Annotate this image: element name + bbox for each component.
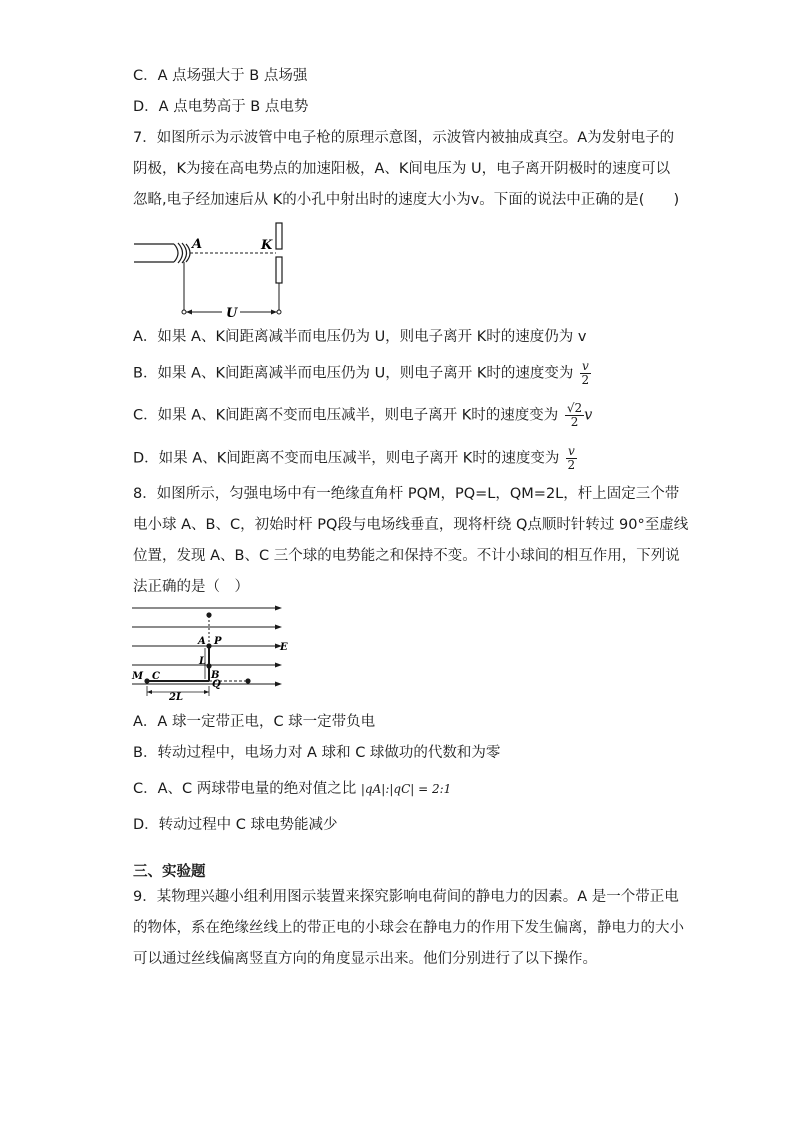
q9-stem-line-3: 可以通过丝线偏离竖直方向的角度显示出来。他们分别进行了以下操作。 (133, 951, 597, 967)
q8-label-c: C (152, 671, 160, 682)
q7-option-c-tail: v (584, 407, 593, 424)
q7-option-b-text: B．如果 A、K间距离减半而电压仍为 U，则电子离开 K时的速度变为 (133, 365, 574, 382)
q7-option-b-fraction (580, 360, 591, 387)
q8-field-rod-figure (128, 600, 298, 704)
q8-option-c-text: C．A、C 两球带电量的绝对值之比 (133, 781, 357, 797)
q9-stem-line-2: 的物体，系在绝缘丝线上的带正电的小球会在静电力的作用下发生偏离，静电力的大小 (133, 920, 684, 936)
q7-option-d-numerator: v (567, 444, 575, 458)
q7-option-c-fraction (565, 402, 584, 429)
q8-option-b: B．转动过程中，电场力对 A 球和 C 球做功的代数和为零 (133, 745, 501, 761)
q7-stem-line-1: 7．如图所示为示波管中电子枪的原理示意图，示波管内被抽成真空。A为发射电子的 (133, 130, 675, 146)
section-3-title: 三、实验题 (133, 864, 206, 880)
q7-option-b-numerator: v (581, 359, 589, 373)
q8-option-a: A．A 球一定带正电，C 球一定带负电 (133, 714, 376, 730)
q7-option-c-denominator: 2 (570, 415, 579, 429)
q7-option-a: A．如果 A、K间距离减半而电压仍为 U，则电子离开 K时的速度仍为 v (133, 329, 587, 345)
q8-stem-line-2: 电小球 A、B、C，初始时杆 PQ段与电场线垂直，现将杆绕 Q点顺时针转过 90°至虚线 (133, 517, 689, 533)
q7-electron-gun-figure (130, 218, 300, 322)
q8-label-b: B (211, 670, 220, 681)
q7-label-k: K (261, 238, 273, 253)
q8-label-m: M (132, 671, 144, 682)
q8-option-c-ratio: |qA|:|qC| = 2:1 (360, 782, 452, 796)
q8-label-a: A (198, 636, 206, 647)
q7-option-d-text: D．如果 A、K间距离不变而电压减半，则电子离开 K时的速度变为 (133, 450, 560, 467)
q8-option-d: D．转动过程中 C 球电势能减少 (133, 817, 338, 833)
q7-label-u: U (226, 306, 238, 321)
q7-option-c (133, 402, 592, 429)
q8-label-q: Q (212, 679, 221, 690)
q9-stem-line-1: 9．某物理兴趣小组利用图示装置来探究影响电荷间的静电力的因素。A 是一个带正电 (133, 889, 679, 905)
q7-option-d-denominator: 2 (567, 458, 576, 472)
q7-stem-line-2: 阴极，K为接在高电势点的加速阳极，A、K间电压为 U，电子离开阴极时的速度可以 (133, 161, 671, 177)
q8-stem-line-1: 8．如图所示，匀强电场中有一绝缘直角杆 PQM，PQ=L，QM=2L，杆上固定三个带 (133, 486, 680, 502)
q7-stem-line-3: 忽略,电子经加速后从 K的小孔中射出时的速度大小为v。下面的说法中正确的是( ) (133, 192, 680, 208)
q7-option-d-fraction (566, 445, 577, 472)
q8-label-p: P (214, 636, 222, 647)
q8-label-e: E (280, 642, 288, 653)
q8-label-2l: 2L (169, 692, 183, 703)
q8-label-l: L (199, 656, 207, 667)
q7-option-d (133, 445, 577, 472)
q7-option-b (133, 360, 591, 387)
q6-option-d: D．A 点电势高于 B 点电势 (133, 99, 309, 115)
q7-label-a: A (192, 237, 203, 252)
q8-stem-line-4: 法正确的是（ ） (133, 579, 249, 595)
q6-option-c: C．A 点场强大于 B 点场强 (133, 68, 308, 84)
q7-option-c-text: C．如果 A、K间距离不变而电压减半，则电子离开 K时的速度变为 (133, 407, 559, 424)
q7-option-b-denominator: 2 (581, 373, 590, 387)
q8-stem-line-3: 位置，发现 A、B、C 三个球的电势能之和保持不变。不计小球间的相互作用，下列说 (133, 548, 680, 564)
q7-option-c-numerator: √2 (566, 401, 583, 415)
q8-option-c (133, 779, 451, 799)
